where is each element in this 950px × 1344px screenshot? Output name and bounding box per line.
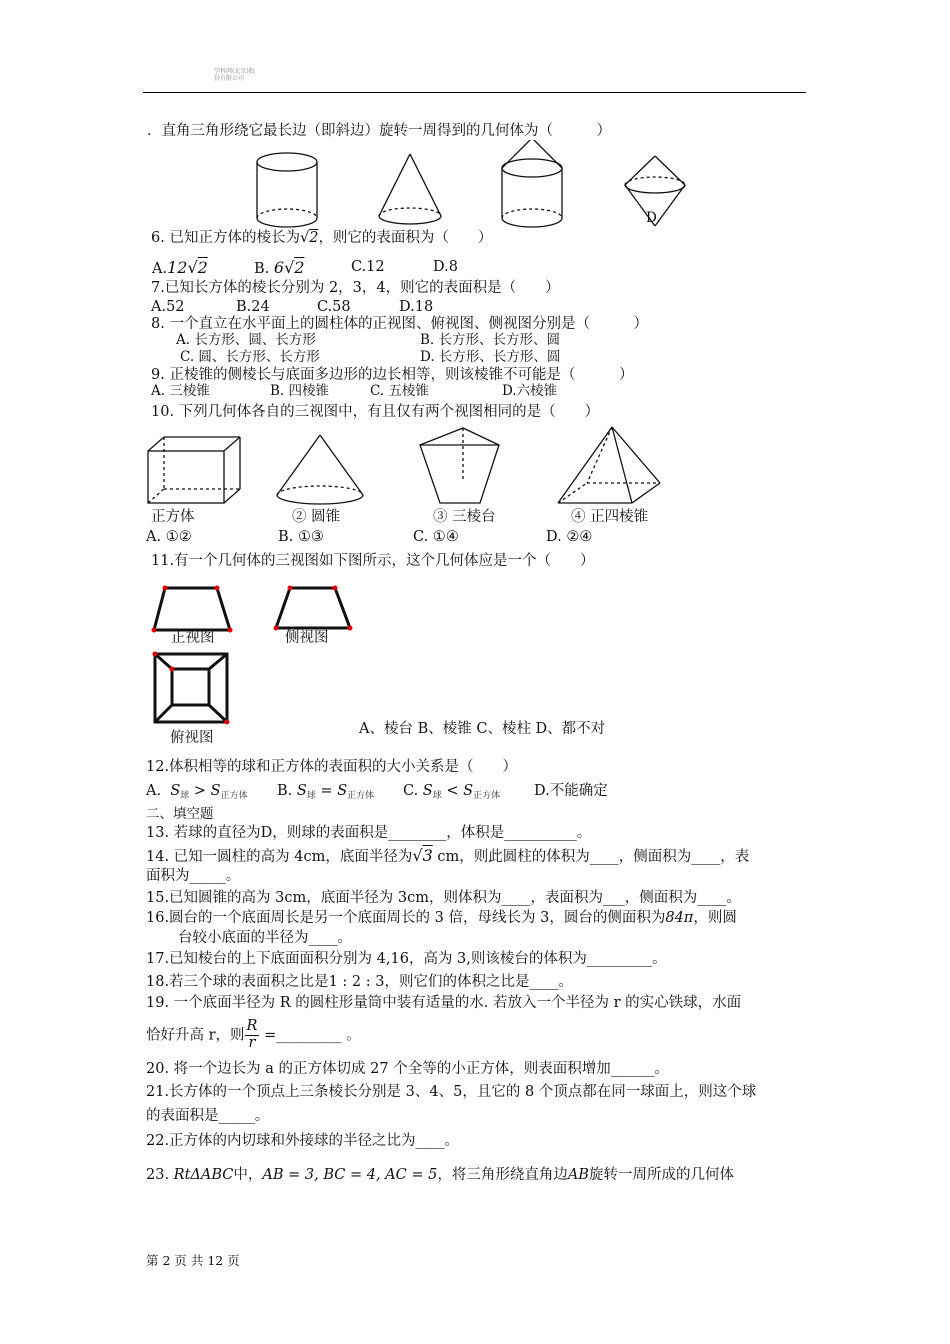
q11-text: 11.有一个几何体的三视图如下图所示，这个几何体应是一个（ ） [151,553,595,569]
q12-option-a: A. $S_球 > S_{正方体}$ [146,783,248,801]
q9-option-d: D.六棱锥 [502,383,558,399]
q7-option-a: A.52 [151,299,185,315]
q10-option-c: C. ①④ [413,529,459,545]
q6-text-b: ，则它的表面积为（ ） [318,230,493,246]
q8-option-c: C. 圆、长方形、长方形 [180,349,320,365]
q7-text: 7.已知长方体的棱长分别为 2，3，4，则它的表面积是（ ） [151,280,560,296]
frustum-figure [420,428,499,503]
q7-option-b: B.24 [236,299,270,315]
q22-text: 22.正方体的内切球和外接球的半径之比为____。 [146,1133,460,1149]
header-rule [143,92,806,93]
q8-option-b: B. 长方形、长方形、圆 [420,332,561,348]
q8-option-d: D. 长方形、长方形、圆 [420,349,561,365]
q16-line2: 台较小底面的半径为____。 [178,930,352,946]
q6-option-a: A.12√2 [152,258,208,277]
q19-fraction: $\frac{R}{r}$ [246,1018,258,1051]
q11-figures [145,580,365,730]
q8-text: 8. 一个直立在水平面上的圆柱体的正视图、俯视图、侧视图分别是（ ） [151,316,648,332]
q6-option-c: C.12 [351,259,385,275]
q9-text: 9. 正棱锥的侧棱长与底面多边形的边长相等，则该棱锥不可能是（ ） [151,367,634,383]
q10-label-2: ② 圆锥 [292,509,341,525]
cone-cylinder-figure [502,140,562,227]
q10-figures [140,425,680,510]
q6-option-b: B. 6√2 [254,258,305,277]
q11-side-label: 侧视图 [285,630,329,646]
page-footer: 第 2 页 共 12 页 [146,1253,240,1268]
q16-line1: 16.圆台的一个底面周长是另一个底面周长的 3 倍，母线长为 3，圆台的侧面积为84π，则圆 [146,910,737,926]
q14-line2: 面积为_____。 [146,868,241,884]
q8-option-a: A. 长方形、圆、长方形 [176,332,316,348]
q9-option-b: B. 四棱锥 [270,383,330,399]
q15-text: 15.已知圆锥的高为 3cm，底面半径为 3cm，则体积为____，表面积为___，侧面积为____。 [146,890,741,906]
q10-label-1: 正方体 [151,509,195,525]
front-view-figure [152,586,233,633]
cylinder-figure [257,153,317,227]
top-view-figure [153,652,230,725]
q10-label-3: ③ 三棱台 [433,509,496,525]
q20-text: 20. 将一个边长为 a 的正方体切成 27 个全等的小正方体，则表面积增加______。 [146,1061,669,1077]
q7-option-d: D.18 [399,299,434,315]
q5-figures [250,140,700,230]
q19-line1: 19. 一个底面半径为 R 的圆柱形量筒中装有适量的水. 若放入一个半径为 r 的实心铁球，水面 [146,995,742,1011]
q6-text-a: 6. 已知正方体的棱长为 [151,230,300,246]
q5-text: ．直角三角形绕它最长边（即斜边）旋转一周得到的几何体为（ ） [147,123,611,139]
q12-text: 12.体积相等的球和正方体的表面积的大小关系是（ ） [146,759,518,775]
q11-front-label: 正视图 [171,630,215,646]
q13-text: 13. 若球的直径为D，则球的表面积是________，体积是__________。 [146,825,592,841]
cone-figure [379,154,441,224]
side-view-figure [274,586,353,631]
q21-line2: 的表面积是_____。 [146,1108,270,1124]
q17-text: 17.已知棱台的上下底面面积分别为 4,16，高为 3,则该棱台的体积为_________。 [146,951,667,967]
cube-figure [148,437,240,503]
q10-option-d: D. ②④ [546,529,593,545]
q18-text: 18.若三个球的表面积之比是1 : 2 : 3，则它们的体积之比是____。 [146,974,573,990]
q12-option-d: D.不能确定 [534,783,608,799]
header-logo: 学科网(北京)股份有限公司 [214,68,255,82]
q7-option-c: C.58 [317,299,351,315]
q5-d-label: D. [646,210,661,226]
q10-text: 10. 下列几何体各自的三视图中，有且仅有两个视图相同的是（ ） [151,404,600,420]
q9-option-c: C. 五棱锥 [370,383,429,399]
q12-option-c: C. $S_球 < S_{正方体}$ [403,783,501,801]
q6-stem [151,231,492,246]
q6-sqrt: √2 [299,230,319,246]
q14-line1: 14. 已知一圆柱的高为 4cm，底面半径为√3 cm，则此圆柱的体积为____，侧面积为____，表 [146,846,750,865]
q21-line1: 21.长方体的一个顶点上三条棱长分别是 3、4、5，且它的 8 个顶点都在同一球面上，则这个球 [146,1084,757,1100]
q6-option-d: D.8 [433,259,458,275]
q23-text: 23. RtΔABC中，AB = 3, BC = 4, AC = 5，将三角形绕直角边AB旋转一周所成的几何体 [146,1167,734,1183]
q11-options: A、棱台 B、棱锥 C、棱柱 D、都不对 [359,721,606,737]
q10-option-a: A. ①② [146,529,192,545]
cone-figure-2 [277,435,363,504]
q12-option-b: B. $S_球 = S_{正方体}$ [277,783,375,801]
square-pyramid-figure [558,427,660,503]
q10-label-4: ④ 正四棱锥 [571,509,649,525]
q9-option-a: A. 三棱锥 [151,383,210,399]
q11-top-label: 俯视图 [170,730,214,746]
section-title-fill-blank: 二、填空题 [146,806,214,822]
q19-line2: 恰好升高 r，则 $\frac{R}{r}$ =_________ 。 [146,1018,361,1051]
q10-option-b: B. ①③ [278,529,324,545]
